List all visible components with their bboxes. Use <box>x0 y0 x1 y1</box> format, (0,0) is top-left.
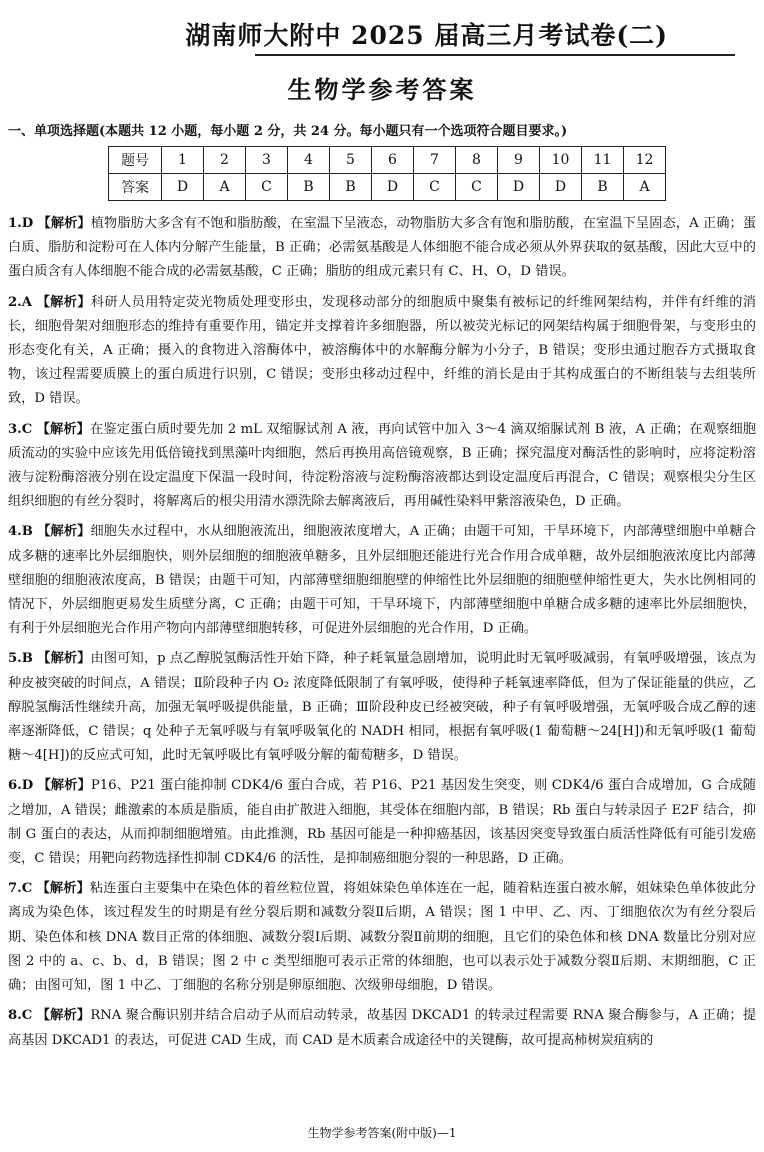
answer-cell: B <box>288 174 330 201</box>
item-answer: 8.C <box>8 1008 33 1024</box>
analysis-tag: 【解析】 <box>37 216 91 231</box>
explanation-item <box>8 647 756 768</box>
explanation-item <box>8 877 756 998</box>
answer-table-answer-row <box>109 174 666 201</box>
explanation-item <box>8 418 756 515</box>
explanation-text: 由图可知，p 点乙醇脱氢酶活性开始下降，种子耗氧量急剧增加，说明此时无氧呼吸减弱，有氧呼吸增强，该点为种皮被突破的时间点，A 错误；Ⅱ阶段种子内 O₂ 浓度降低限制了有氧呼吸，使得种子耗氧速率降低，但为了保证能量的供应，乙醇脱氢酶活性继续升高，加强无氧呼吸提供能量，B 正确；Ⅲ阶段种皮已经被突破，种子有氧呼吸增强，无氧呼吸合成乙醇的速率逐渐降低，C 错误；q 处种子无氧呼吸与有氧呼吸氧化的 NADH 相同，根据有氧呼吸(1 葡萄糖～24[H])和无氧呼吸(1 葡萄糖～4[H])的反应式可知，此时无氧呼吸比有氧呼吸分解的葡萄糖多，D 错误。 <box>8 651 756 764</box>
explanations <box>8 212 756 1059</box>
question-number: 3 <box>246 147 288 174</box>
analysis-tag: 【解析】 <box>37 524 91 540</box>
question-number: 6 <box>372 147 414 174</box>
answer-cell: A <box>624 174 666 201</box>
analysis-tag: 【解析】 <box>36 1008 91 1024</box>
page-subtitle: 生物学参考答案 <box>287 75 477 104</box>
analysis-tag: 【解析】 <box>36 881 90 897</box>
item-answer: 4.B <box>8 524 33 540</box>
answer-table <box>108 146 666 201</box>
explanation-text: 在鉴定蛋白质时要先加 2 mL 双缩脲试剂 A 液，再向试管中加入 3～4 滴双缩脲试剂 B 液，A 正确；在观察细胞质流动的实验中应该先用低倍镜找到黑藻叶肉细胞，然后再换用高倍镜观察，B 正确；探究温度对酶活性的影响时，应将淀粉溶液与淀粉酶溶液分别在设定温度下保温一段时间，待淀粉溶液与淀粉酶溶液都达到设定温度后再混合，C 错误；观察根尖分生区组织细胞的有丝分裂时，将解离后的根尖用清水漂洗除去解离液后，再用碱性染料甲紫溶液染色，D 正确。 <box>8 421 757 510</box>
question-number: 10 <box>540 147 582 174</box>
explanation-item <box>8 1004 756 1052</box>
analysis-tag: 【解析】 <box>37 651 91 667</box>
question-number: 8 <box>456 147 498 174</box>
row-label-number: 题号 <box>109 147 162 174</box>
question-number: 9 <box>498 147 540 174</box>
explanation-item <box>8 291 756 412</box>
answer-cell: D <box>498 174 540 201</box>
answer-cell: B <box>330 174 372 201</box>
exam-title: 湖南师大附中 2025 届高三月考试卷(二) <box>185 21 668 50</box>
explanation-item <box>8 212 756 285</box>
row-label-answer: 答案 <box>109 174 162 201</box>
question-number: 4 <box>288 147 330 174</box>
answer-cell: C <box>456 174 498 201</box>
item-answer: 6.D <box>8 778 34 794</box>
section-heading: 一、单项选择题(本题共 12 小题，每小题 2 分，共 24 分。每小题只有一个选项符合题目要求。) <box>8 124 568 139</box>
question-number: 7 <box>414 147 456 174</box>
header-divider <box>255 54 735 56</box>
item-answer: 1.D <box>8 216 34 231</box>
item-answer: 3.C <box>8 421 33 437</box>
question-number: 12 <box>624 147 666 174</box>
item-answer: 2.A <box>8 294 32 310</box>
answer-cell: C <box>414 174 456 201</box>
explanation-text: 植物脂肪大多含有不饱和脂肪酸，在室温下呈液态，动物脂肪大多含有饱和脂肪酸，在室温下呈固态，A 正确；蛋白质、脂肪和淀粉可在人体内分解产生能量，B 正确；必需氨基酸是人体细胞不能合成必须从外界获取的氨基酸，因此大豆中的蛋白质含有人体细胞不能合成的必需氨基酸，C 正确；脂肪的组成元素只有 C、H、O，D 错误。 <box>8 216 757 280</box>
explanation-text: P16、P21 蛋白能抑制 CDK4/6 蛋白合成，若 P16、P21 基因发生突变，则 CDK4/6 蛋白合成增加，G 合成随之增加，A 错误；雌激素的本质是脂质，能自由扩散进入细胞，其受体在细胞内部，B 错误；Rb 蛋白与转录因子 E2F 结合，抑制 G 蛋白的表达，从而抑制细胞增殖。由此推测，Rb 基因可能是一种抑癌基因，该基因突变导致蛋白质活性降低有可能引发癌变，C 错误；用靶向药物选择性抑制 CDK4/6 的活性，是抑制癌细胞分裂的一种思路，D 正确。 <box>8 778 756 867</box>
item-answer: 5.B <box>8 651 33 667</box>
answer-cell: D <box>540 174 582 201</box>
analysis-tag: 【解析】 <box>36 421 91 437</box>
answer-cell: B <box>582 174 624 201</box>
question-number: 2 <box>204 147 246 174</box>
question-number: 1 <box>162 147 204 174</box>
answer-cell: D <box>372 174 414 201</box>
item-answer: 7.C <box>8 881 33 897</box>
explanation-text: 科研人员用特定荧光物质处理变形虫，发现移动部分的细胞质中聚集有被标记的纤维网架结构，并伴有纤维的消长，细胞骨架对细胞形态的维持有重要作用，锚定并支撑着许多细胞器，所以被荧光标记的网架结构属于细胞骨架，与变形虫的形态变化有关，A 正确；摄入的食物进入溶酶体中，被溶酶体中的水解酶分解为小分子，B 错误；变形虫通过胞吞方式摄取食物，该过程需要质膜上的蛋白质进行识别，C 错误；变形虫移动过程中，纤维的消长是由于其构成蛋白的不断组装与去组装所致，D 错误。 <box>8 294 756 407</box>
answer-cell: C <box>246 174 288 201</box>
question-number: 11 <box>582 147 624 174</box>
explanation-item <box>8 520 756 641</box>
question-number: 5 <box>330 147 372 174</box>
analysis-tag: 【解析】 <box>37 778 91 794</box>
answer-cell: A <box>204 174 246 201</box>
answer-table-number-row <box>109 147 666 174</box>
explanation-item <box>8 774 756 871</box>
page-footer: 生物学参考答案(附中版)—1 <box>307 1126 457 1140</box>
explanation-text: 粘连蛋白主要集中在染色体的着丝粒位置，将姐妹染色单体连在一起，随着粘连蛋白被水解，姐妹染色单体彼此分离成为染色体，该过程发生的时期是有丝分裂后期和减数分裂Ⅱ后期，A 错误；图 1 中甲、乙、丙、丁细胞依次为有丝分裂后期、染色体和核 DNA 数目正常的体细胞、减数分裂Ⅰ后期、减数分裂Ⅱ前期的细胞，且它们的染色体和核 DNA 数量比分别对应图 2 中的 a、c、b、d，B 错误；图 2 中 c 类型细胞可表示正常的体细胞，也可以表示处于减数分裂Ⅱ后期、末期细胞，C 正确；由图可知，图 1 中乙、丁细胞的名称分别是卵原细胞、次级卵母细胞，D 错误。 <box>8 881 757 994</box>
answer-cell: D <box>162 174 204 201</box>
analysis-tag: 【解析】 <box>36 294 91 310</box>
explanation-text: RNA 聚合酶识别并结合启动子从而启动转录，故基因 DKCAD1 的转录过程需要 RNA 聚合酶参与，A 正确；提高基因 DKCAD1 的表达，可促进 CAD 生成，而 CAD 是木质素合成途径中的关键酶，故可提高柿树炭疽病的 <box>8 1008 757 1048</box>
explanation-text: 细胞失水过程中，水从细胞液流出，细胞液浓度增大，A 正确；由题干可知，干旱环境下，内部薄壁细胞中单糖合成多糖的速率比外层细胞快，则外层细胞的细胞液单糖多，且外层细胞还能进行光合作用合成单糖，故外层细胞液浓度比内部薄壁细胞的细胞液浓度高，B 错误；由题干可知，内部薄壁细胞细胞壁的伸缩性比外层细胞的细胞壁伸缩性更大，失水比例相同的情况下，外层细胞更易发生质壁分离，C 正确；由题干可知，干旱环境下，内部薄壁细胞中单糖合成多糖的速率比外层细胞快，有利于外层细胞光合作用产物向内部薄壁细胞转移，可促进外层细胞的光合作用，D 正确。 <box>8 524 756 637</box>
